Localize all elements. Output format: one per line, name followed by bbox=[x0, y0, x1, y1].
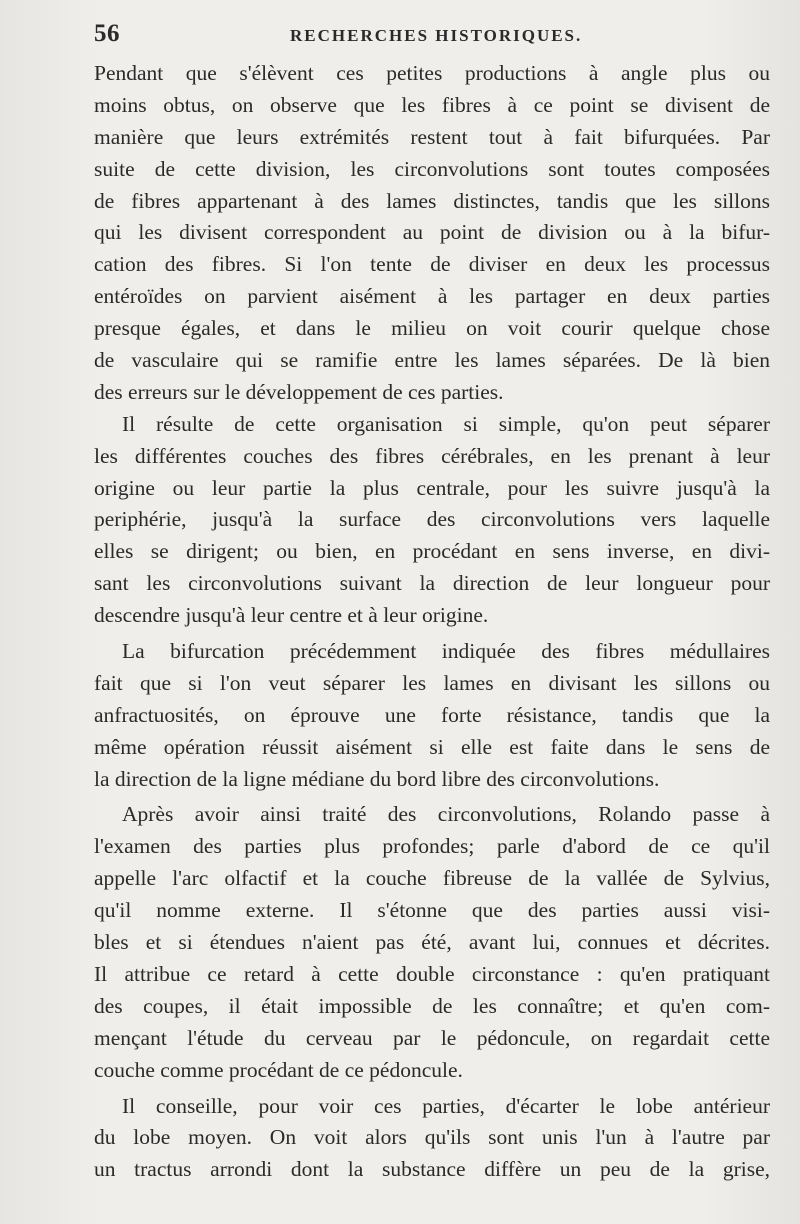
text-line: Il attribue ce retard à cette double circonstance : qu'en pratiquant bbox=[94, 961, 770, 986]
paragraph-3 bbox=[94, 636, 770, 795]
paragraph-5 bbox=[94, 1091, 770, 1187]
text-line: elles se dirigent; ou bien, en procédant en sens inverse, en divi- bbox=[94, 539, 770, 564]
running-title: RECHERCHES HISTORIQUES. bbox=[290, 26, 583, 45]
text-line: les différentes couches des fibres cérébrales, en les prenant à leur bbox=[94, 443, 770, 468]
text-line: même opération réussit aisément si elle est faite dans le sens de bbox=[94, 734, 770, 759]
text-line: la direction de la ligne médiane du bord libre des circonvolutions. bbox=[94, 766, 660, 791]
text-line: qui les divisent correspondent au point de division ou à la bifur- bbox=[94, 220, 770, 245]
text-line: du lobe moyen. On voit alors qu'ils sont unis l'un à l'autre par bbox=[94, 1125, 770, 1150]
text-line: un tractus arrondi dont la substance diffère un peu de la grise, bbox=[94, 1157, 770, 1182]
text-line: sant les circonvolutions suivant la direction de leur longueur pour bbox=[94, 571, 770, 596]
text-line: appelle l'arc olfactif et la couche fibreuse de la vallée de Sylvius, bbox=[94, 866, 770, 891]
body-text bbox=[94, 58, 770, 1186]
text-line: des erreurs sur le développement de ces parties. bbox=[94, 379, 504, 404]
text-line: des coupes, il était impossible de les connaître; et qu'en com- bbox=[94, 993, 770, 1018]
text-line: couche comme procédant de ce pédoncule. bbox=[94, 1057, 463, 1082]
text-line: periphérie, jusqu'à la surface des circonvolutions vers laquelle bbox=[94, 507, 770, 532]
text-line: mençant l'étude du cerveau par le pédoncule, on regardait cette bbox=[94, 1025, 770, 1050]
text-line: descendre jusqu'à leur centre et à leur origine. bbox=[94, 603, 489, 628]
page-number: 56 bbox=[94, 20, 120, 47]
text-line: de vasculaire qui se ramifie entre les lames séparées. De là bien bbox=[94, 348, 770, 373]
text-line: entéroïdes on parvient aisément à les partager en deux parties bbox=[94, 284, 770, 309]
text-line: de fibres appartenant à des lames distinctes, tandis que les sillons bbox=[94, 188, 770, 213]
text-line: bles et si étendues n'aient pas été, avant lui, connues et décrites. bbox=[94, 930, 770, 955]
paragraph-2 bbox=[94, 409, 770, 632]
text-line: qu'il nomme externe. Il s'étonne que des parties aussi visi- bbox=[94, 898, 770, 923]
text-line: Après avoir ainsi traité des circonvolutions, Rolando passe à bbox=[122, 802, 770, 827]
text-line: Pendant que s'élèvent ces petites productions à angle plus ou bbox=[94, 61, 770, 85]
text-line: La bifurcation précédemment indiquée des fibres médullaires bbox=[122, 639, 770, 664]
page-header bbox=[94, 20, 776, 54]
paragraph-1 bbox=[94, 58, 770, 409]
text-line: manière que leurs extrémités restent tout à fait bifurquées. Par bbox=[94, 124, 770, 149]
text-line: presque égales, et dans le milieu on voit courir quelque chose bbox=[94, 316, 770, 341]
text-line: moins obtus, on observe que les fibres à ce point se divisent de bbox=[94, 92, 770, 117]
text-line: Il conseille, pour voir ces parties, d'écarter le lobe antérieur bbox=[122, 1093, 770, 1118]
text-line: l'examen des parties plus profondes; parle d'abord de ce qu'il bbox=[94, 834, 770, 859]
text-line: anfractuosités, on éprouve une forte résistance, tandis que la bbox=[94, 702, 770, 727]
text-line: origine ou leur partie la plus centrale, pour les suivre jusqu'à la bbox=[94, 475, 770, 500]
text-line: suite de cette division, les circonvolutions sont toutes composées bbox=[94, 156, 770, 181]
text-line: fait que si l'on veut séparer les lames en divisant les sillons ou bbox=[94, 670, 770, 695]
text-line: Il résulte de cette organisation si simple, qu'on peut séparer bbox=[122, 411, 770, 436]
paragraph-4 bbox=[94, 799, 770, 1086]
text-line: cation des fibres. Si l'on tente de diviser en deux les processus bbox=[94, 252, 770, 277]
